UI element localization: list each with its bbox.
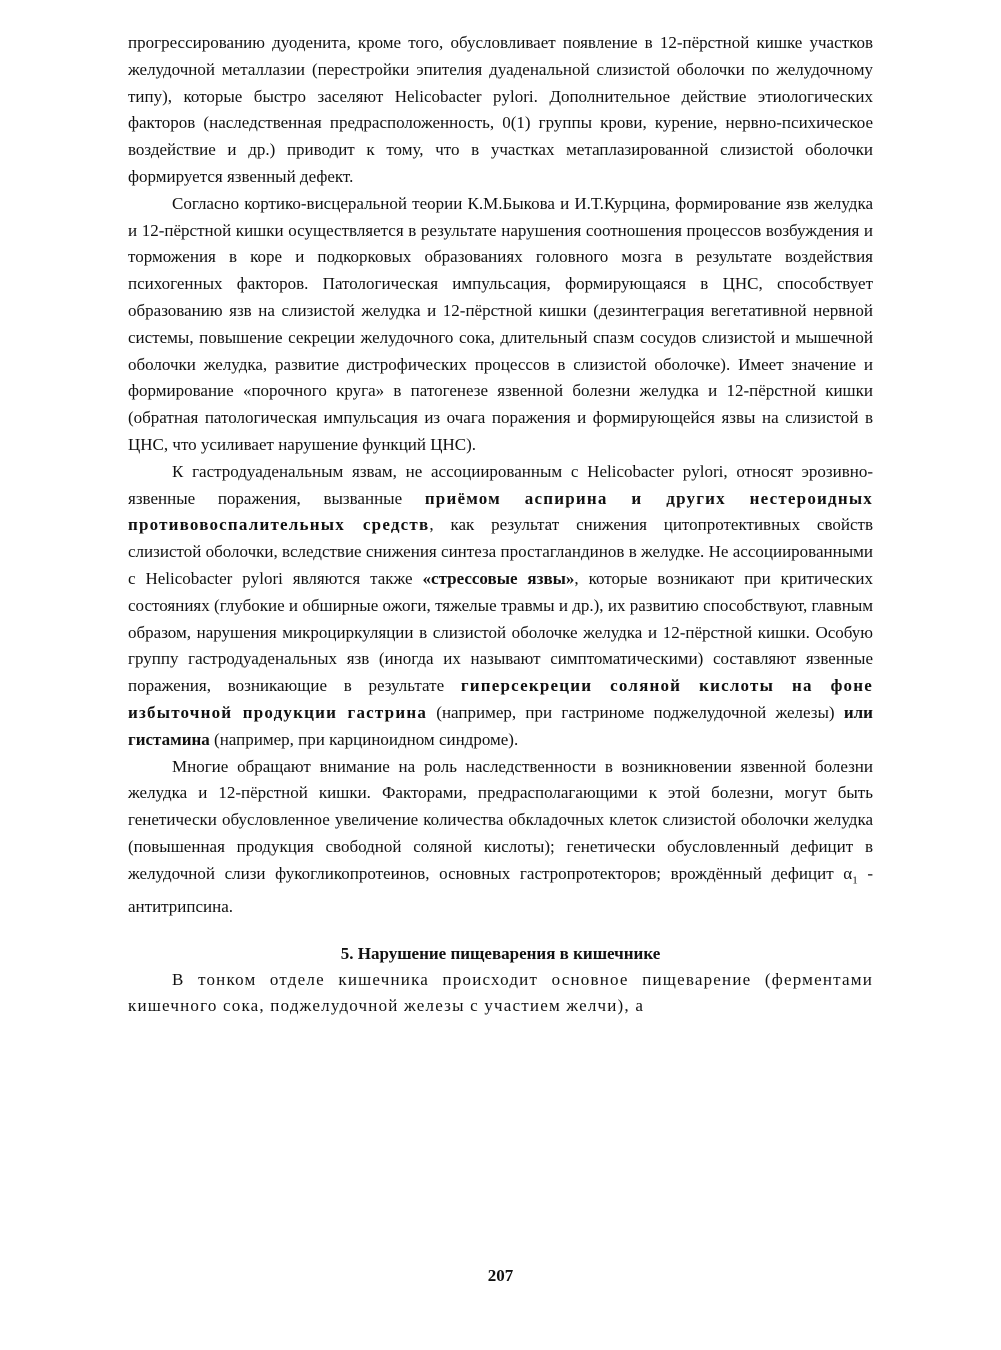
- section-title: 5. Нарушение пищеварения в кишечнике: [340, 943, 661, 963]
- paragraph-3-emphasis-histamine: или гистамина: [128, 702, 873, 749]
- page-number: 207: [487, 1266, 514, 1285]
- paragraph-3-emphasis-hypersecretion: гиперсекреции соляной кислоты на фоне избыточной продукции гастрина: [128, 676, 873, 722]
- paragraph-3-text-a: К гастродуаденальным язвам, не ассоциированным с Helicobacter pylori, относят эрозивно-язвенные поражения, вызванные: [128, 461, 873, 508]
- paragraph-4-subscript: 1: [852, 874, 858, 887]
- paragraph-3-emphasis-aspirin: приёмом аспирина и других нестероидных противовоспалительных средств: [128, 488, 873, 535]
- paragraph-3-text-b: , как результат снижения цитопротективных свойств слизистой оболочки, вследствие снижения синтеза простагландинов в желудке. Не ассоциированными с Helicobacter pylori являются также: [128, 515, 873, 588]
- paragraph-3: [128, 459, 873, 754]
- paragraph-3-text-d: (например, при гастриноме поджелудочной железы): [427, 702, 844, 722]
- paragraph-5-text: В тонком отделе кишечника происходит основное пищеварение (ферментами кишечного сока, поджелудочной железы с участием желчи), а: [128, 969, 873, 1016]
- paragraph-1-text: прогрессированию дуоденита, кроме того, обусловливает появление в 12-пёрстной кишке участков желудочной металлазии (перестройки эпителия дуаденальной слизистой оболочки по желудочному типу), которые быстро заселяют Helicobacter pylori. Дополнительное действие этиологических факторов (наследственная предрасположенность, 0(1) группы крови, курение, нервно-психическое воздействие и др.) приводит к тому, что в участках метаплазированной слизистой оболочки формируется язвенный дефект.: [128, 33, 873, 186]
- paragraph-3-emphasis-stress-ulcers: «стрессовые язвы»: [422, 568, 575, 588]
- paragraph-3-text-c: , которые возникают при критических состояниях (глубокие и обширные ожоги, тяжелые травмы и др.), их развитию способствуют, главным образом, нарушения микроциркуляции в слизистой оболочке желудка и 12-пёрстной кишки. Особую группу гастродуаденальных язв (иногда их называют симптоматическими) составляют язвенные поражения, возникающие в результате: [128, 568, 873, 696]
- paragraph-5: [128, 967, 873, 1021]
- paragraph-1: [128, 30, 873, 191]
- paragraph-4-text-a: Многие обращают внимание на роль наследственности в возникновении язвенной болезни желудка и 12-пёрстной кишки. Факторами, предрасполагающими к этой болезни, могут быть генетически обусловленное увеличение количества обкладочных клеток слизистой оболочки желудка (повышенная продукция свободной соляной кислоты); генетически обусловленный дефицит в желудочной слизи фукогликопротеинов, основных гастропротекторов; врождённый дефицит α: [128, 756, 873, 883]
- paragraph-2-text: Согласно кортико-висцеральной теории К.М.Быкова и И.Т.Курцина, формирование язв желудка и 12-пёрстной кишки осуществляется в результате нарушения соотношения процессов возбуждения и торможения в коре и подкорковых образованиях головного мозга в результате воздействия психогенных факторов. Патологическая импульсация, формирующаяся в ЦНС, способствует образованию язв на слизистой желудка и 12-пёрстной кишки (дезинтеграция вегетативной нервной системы, повышение секреции желудочного сока, длительный спазм сосудов слизистой и мышечной оболочки желудка, развитие дистрофических процессов в слизистой оболочке). Имеет значение и формирование «порочного круга» в патогенезе язвенной болезни желудка и 12-пёрстной кишки (обратная патологическая импульсация из очага поражения и формирующейся язвы на слизистой в ЦНС, что усиливает нарушение функций ЦНС).: [128, 193, 873, 454]
- paragraph-4: [128, 754, 873, 921]
- paragraph-2: [128, 191, 873, 459]
- paragraph-3-text-e: (например, при карциноидном синдроме).: [209, 729, 519, 749]
- paragraph-4-text-b: - антитрипсина.: [128, 863, 873, 916]
